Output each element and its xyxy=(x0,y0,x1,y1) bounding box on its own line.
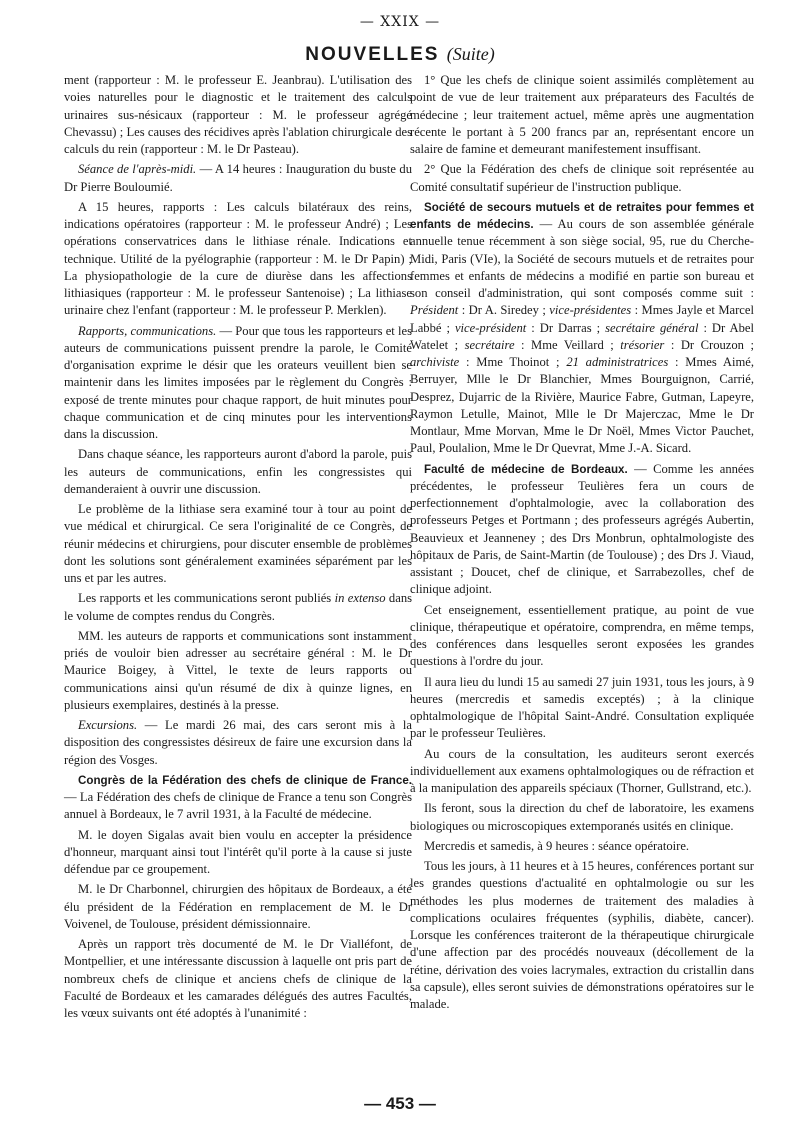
paragraph: Séance de l'après-midi. — A 14 heures : Inauguration du buste du Dr Pierre Bouloumié. xyxy=(64,162,412,194)
paragraph: Dans chaque séance, les rapporteurs auront d'abord la parole, puis les auteurs de communications, enfin les congressistes qui demanderaient à ouvrir une discussion. xyxy=(64,447,412,496)
paragraph: Mercredis et samedis, à 9 heures : séance opératoire. xyxy=(424,838,690,853)
paragraph: Il aura lieu du lundi 15 au samedi 27 juin 1931, tous les jours, à 9 heures (mercredis et samedis exceptés) ; à la clinique ophtalmologique de l'hôpital Saint-André. Consultation expliquée par le professeur Teulières. xyxy=(410,674,754,741)
paragraph: Rapports, communications. — Pour que tous les rapporteurs et les auteurs de communications puissent prendre la parole, le Comité d'organisation exprime le désir que les orateurs veuillent bien se maintenir dans les limites imposées par le règlement du Congrès : exposé de trente minutes pour chaque rapport, de huit minutes pour chaque communication et de cinq minutes pour les interventions dans la discussion. xyxy=(64,323,412,441)
paragraph-lead: Excursions. xyxy=(78,718,138,732)
paragraph: Société de secours mutuels et de retraites pour femmes et enfants de médecins. — Au cours de son assemblée générale annuelle tenue récemment à son siège social, 95, rue du Cherche-Midi, Paris (VIe), la Société de secours mutuels et de retraites pour femmes et enfants de médecins a modifié en partie son bureau et son conseil d'administration, qui sont composés comme suit : Président : Dr A. Siredey ; vice-présidentes : Mmes Jayle et Marcel Labbé ; vice-président : Dr Darras ; secrétaire général : Dr Abel Watelet ; secrétaire : Mme Veillard ; trésorier : Dr Crouzon ; archiviste : Mme Thoinot ; 21 administratrices : Mmes Aimé, Berruyer, Mlle le Dr Blanchier, Mmes Bourguignon, Carrié, Desprez, Dujarric de la Rivière, Maurice Fabre, Gutman, Lapeyre, Raymon Letulle, Mainot, Mlle le Dr Majerczac, Mme le Dr Montlaur, Mme Morvan, Mme le Dr Noël, Mmes Victor Pauchet, Paul, Poulalion, Mme le Dr Quevrat, Mme J.-A. Sicard. xyxy=(410,200,754,456)
paragraph: Au cours de la consultation, les auditeurs seront exercés individuellement aux examens ophtalmologiques ou de réfraction et à la manipulation des appareils spéciaux (Thorner, Gullstrand, etc.). xyxy=(410,746,754,795)
section-title-text: NOUVELLES xyxy=(305,44,440,65)
section-title-suite: (Suite) xyxy=(446,44,495,64)
paragraph: M. le Dr Charbonnel, chirurgien des hôpitaux de Bordeaux, a été élu président de la Fédération en remplacement de M. le Dr Voivenel, de Toulouse, président démissionnaire. xyxy=(64,882,412,931)
paragraph-lead: Séance de l'après-midi. xyxy=(78,162,197,177)
paragraph-lead: Rapports, communications. xyxy=(78,323,217,338)
left-column xyxy=(64,72,412,1025)
paragraph: Congrès de la Fédération des chefs de clinique de France. — La Fédération des chefs de clinique de France a tenu son Congrès annuel à Bordeaux, le 7 avril 1931, à la Faculté de médecine. xyxy=(64,773,412,822)
paragraph: Cet enseignement, essentiellement pratique, au point de vue clinique, thérapeutique et opératoire, comprendra, en même temps, des conférences dans lesquelles seront exposées les grandes questions à l'ordre du jour. xyxy=(410,602,754,669)
paragraph: MM. les auteurs de rapports et communications sont instamment priés de vouloir bien adresser au secrétaire général : M. le Dr Maurice Boigey, à Vittel, le texte de leurs rapports ou communications ainsi qu'un résumé de dix à quinze lignes, en plusieurs exemplaires, destinés à la presse. xyxy=(64,628,412,712)
paragraph-lead: Faculté de médecine de Bordeaux. xyxy=(424,462,628,476)
paragraph: Le problème de la lithiase sera examiné tour à tour au point de vue médical et chirurgical. Ce sera l'originalité de ce Congrès, de réunir médecins et chirurgiens, pour discuter ensemble de problèmes dont les solutions sont généralement examinées séparément par les uns et par les autres. xyxy=(64,502,412,585)
running-head: — XXIX — xyxy=(359,14,441,30)
paragraph: Faculté de médecine de Bordeaux. — Comme les années précédentes, le professeur Teulières fera un cours de perfectionnement d'ophtalmologie, avec la collaboration des professeurs Petges et Portmann ; des professeurs agrégés Aubertin, Beauvieux et Jeanneney ; des Drs Monbrun, ophtalmologiste des hôpitaux de Paris, de Saint-Martin (de Toulouse) ; des Drs J. Viaud, assistant ; Doucet, chef de clinique, et Sarrabezolles, chef de clinique adjoint. xyxy=(410,461,754,597)
paragraph: 2° Que la Fédération des chefs de clinique soit représentée au Comité consultatif supérieur de l'instruction publique. xyxy=(410,162,754,194)
paragraph: Ils feront, sous la direction du chef de laboratoire, les examens biologiques ou microscopiques extemporanés usités en clinique. xyxy=(410,801,754,833)
page-number: — 453 — xyxy=(364,1094,436,1113)
paragraph: Les rapports et les communications seront publiés in extenso dans le volume de comptes rendus du Congrès. xyxy=(64,591,413,623)
paragraph: Après un rapport très documenté de M. le Dr Vialléfont, de Montpellier, et une intéressante discussion à laquelle ont pris part de nombreux chefs de clinique et anciens chefs de clinique de la Faculté de Bordeaux et les camarades délégués des autres Facultés, les vœux suivants ont été adoptés à l'unanimité : xyxy=(64,937,412,1020)
paragraph: Excursions. — Le mardi 26 mai, des cars seront mis à la disposition des congressistes désireux de faire une excursion dans la région des Vosges. xyxy=(64,718,412,767)
paragraph: A 15 heures, rapports : Les calculs bilatéraux des reins, indications opératoires (rapporteur : M. le professeur André) ; Les opérations conservatrices dans le lithiase rénale. Indications et technique. Utilité de la pyélographie (rapporteur : M. le Dr Papin) ; La physiopathologie de la cure de diurèse dans les affections lithiasiques (rapporteur : M. le professeur Santenoise) ; La lithiase urinaire chez l'enfant (rapporteur : M. le professeur P. Merklen). xyxy=(64,199,412,318)
paragraph: Tous les jours, à 11 heures et à 15 heures, conférences portant sur les grandes questions d'actualité en ophtalmologie ou sur les méthodes les plus modernes de traitement des maladies à complications oculaires fréquentes (syphilis, diabète, cancer). Lorsque les conférences traiteront de la thérapeutique chirurgicale d'une affection par des procédés nouveaux (décollement de la rétine, dérivation des voies lacrymales, extraction du cristallin dans sa capsule), elles seront suivies de démonstrations opératoires sur le malade. xyxy=(410,859,754,1011)
paragraph: 1° Que les chefs de clinique soient assimilés complètement au point de vue de leur traitement aux préparateurs des Facultés de médecine ; leur traitement actuel, même après une augmentation récente le portant à 5 200 francs par an, représentant encore un salaire de famine et demeurant manifestement insuffisant. xyxy=(410,73,754,156)
paragraph-lead: Congrès de la Fédération des chefs de clinique de France. xyxy=(78,773,412,787)
section-title xyxy=(0,44,800,66)
paragraph: M. le doyen Sigalas avait bien voulu en accepter la présidence d'honneur, marquant ainsi tout l'intérêt qu'il porte à la cause si juste défendue par ce groupement. xyxy=(64,827,412,876)
paragraph: ment (rapporteur : M. le professeur E. Jeanbrau). L'utilisation des voies naturelles pour le diagnostic et le traitement des calculs urinaires sus-nésicaux (rapporteur : M. le professeur agrégé Chevassu) ; Les causes des récidives après l'ablation chirurgicale des calculs du rein (rapporteur : M. le Dr Pasteau). xyxy=(64,73,412,156)
right-column xyxy=(410,72,754,1016)
paragraph-lead: Société de secours mutuels et de retraites pour femmes et enfants de médecins. xyxy=(410,200,754,231)
